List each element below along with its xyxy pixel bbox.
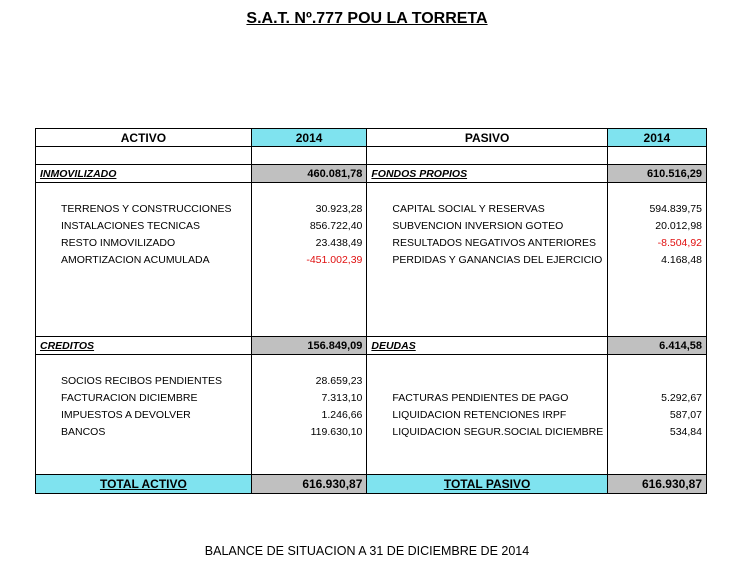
table-row: [36, 200, 707, 217]
document-footer: BALANCE DE SITUACION A 31 DE DICIEMBRE DE 2014: [204, 544, 530, 558]
item-label: PERDIDAS Y GANANCIAS DEL EJERCICIO: [367, 251, 607, 268]
document-title: S.A.T. Nº.777 POU LA TORRETA: [246, 10, 488, 27]
balance-table: [35, 128, 707, 494]
total-pasivo-value: 616.930,87: [607, 475, 706, 494]
section-label-inmovilizado: INMOVILIZADO: [36, 165, 252, 183]
table-row: [36, 217, 707, 234]
item-value: 7.313,10: [251, 389, 367, 406]
item-value: 4.168,48: [607, 251, 706, 268]
item-value-negative: -451.002,39: [251, 251, 367, 268]
table-row: [36, 372, 707, 389]
item-value: 23.438,49: [251, 234, 367, 251]
section-label-fondos-propios: FONDOS PROPIOS: [367, 165, 607, 183]
total-pasivo-label: TOTAL PASIVO: [367, 475, 607, 494]
item-label: SOCIOS RECIBOS PENDIENTES: [36, 372, 252, 389]
table-row: [36, 234, 707, 251]
item-label: AMORTIZACION ACUMULADA: [36, 251, 252, 268]
item-label: CAPITAL SOCIAL Y RESERVAS: [367, 200, 607, 217]
table-row: [36, 389, 707, 406]
header-year-pasivo: 2014: [607, 129, 706, 147]
item-label: LIQUIDACION SEGUR.SOCIAL DICIEMBRE: [367, 423, 607, 440]
section-row-inmovilizado: [36, 165, 707, 183]
item-label: RESULTADOS NEGATIVOS ANTERIORES: [367, 234, 607, 251]
item-value: 1.246,66: [251, 406, 367, 423]
item-label: TERRENOS Y CONSTRUCCIONES: [36, 200, 252, 217]
section-total-fondos-propios: 610.516,29: [607, 165, 706, 183]
item-value: 30.923,28: [251, 200, 367, 217]
item-value: 5.292,67: [607, 389, 706, 406]
item-value: 28.659,23: [251, 372, 367, 389]
table-row: [36, 406, 707, 423]
item-label: FACTURAS PENDIENTES DE PAGO: [367, 389, 607, 406]
item-value: 856.722,40: [251, 217, 367, 234]
item-label: INSTALACIONES TECNICAS: [36, 217, 252, 234]
item-label: LIQUIDACION RETENCIONES IRPF: [367, 406, 607, 423]
header-year-activo: 2014: [251, 129, 367, 147]
item-label: FACTURACION DICIEMBRE: [36, 389, 252, 406]
header-pasivo: PASIVO: [367, 129, 607, 147]
item-value: 594.839,75: [607, 200, 706, 217]
item-label: SUBVENCION INVERSION GOTEO: [367, 217, 607, 234]
item-label: IMPUESTOS A DEVOLVER: [36, 406, 252, 423]
table-row: [36, 251, 707, 268]
section-label-creditos: CREDITOS: [36, 337, 252, 355]
section-total-deudas: 6.414,58: [607, 337, 706, 355]
section-total-inmovilizado: 460.081,78: [251, 165, 367, 183]
item-label: BANCOS: [36, 423, 252, 440]
section-row-creditos: [36, 337, 707, 355]
header-activo: ACTIVO: [36, 129, 252, 147]
item-value: 119.630,10: [251, 423, 367, 440]
total-activo-label: TOTAL ACTIVO: [36, 475, 252, 494]
item-value: 587,07: [607, 406, 706, 423]
totals-row: [36, 475, 707, 494]
item-value: 534,84: [607, 423, 706, 440]
spacer-row: [36, 147, 707, 165]
table-row: [36, 423, 707, 440]
section-label-deudas: DEUDAS: [367, 337, 607, 355]
item-value-negative: -8.504,92: [607, 234, 706, 251]
item-label: RESTO INMOVILIZADO: [36, 234, 252, 251]
section-total-creditos: 156.849,09: [251, 337, 367, 355]
total-activo-value: 616.930,87: [251, 475, 367, 494]
table-header-row: [36, 129, 707, 147]
item-value: 20.012,98: [607, 217, 706, 234]
